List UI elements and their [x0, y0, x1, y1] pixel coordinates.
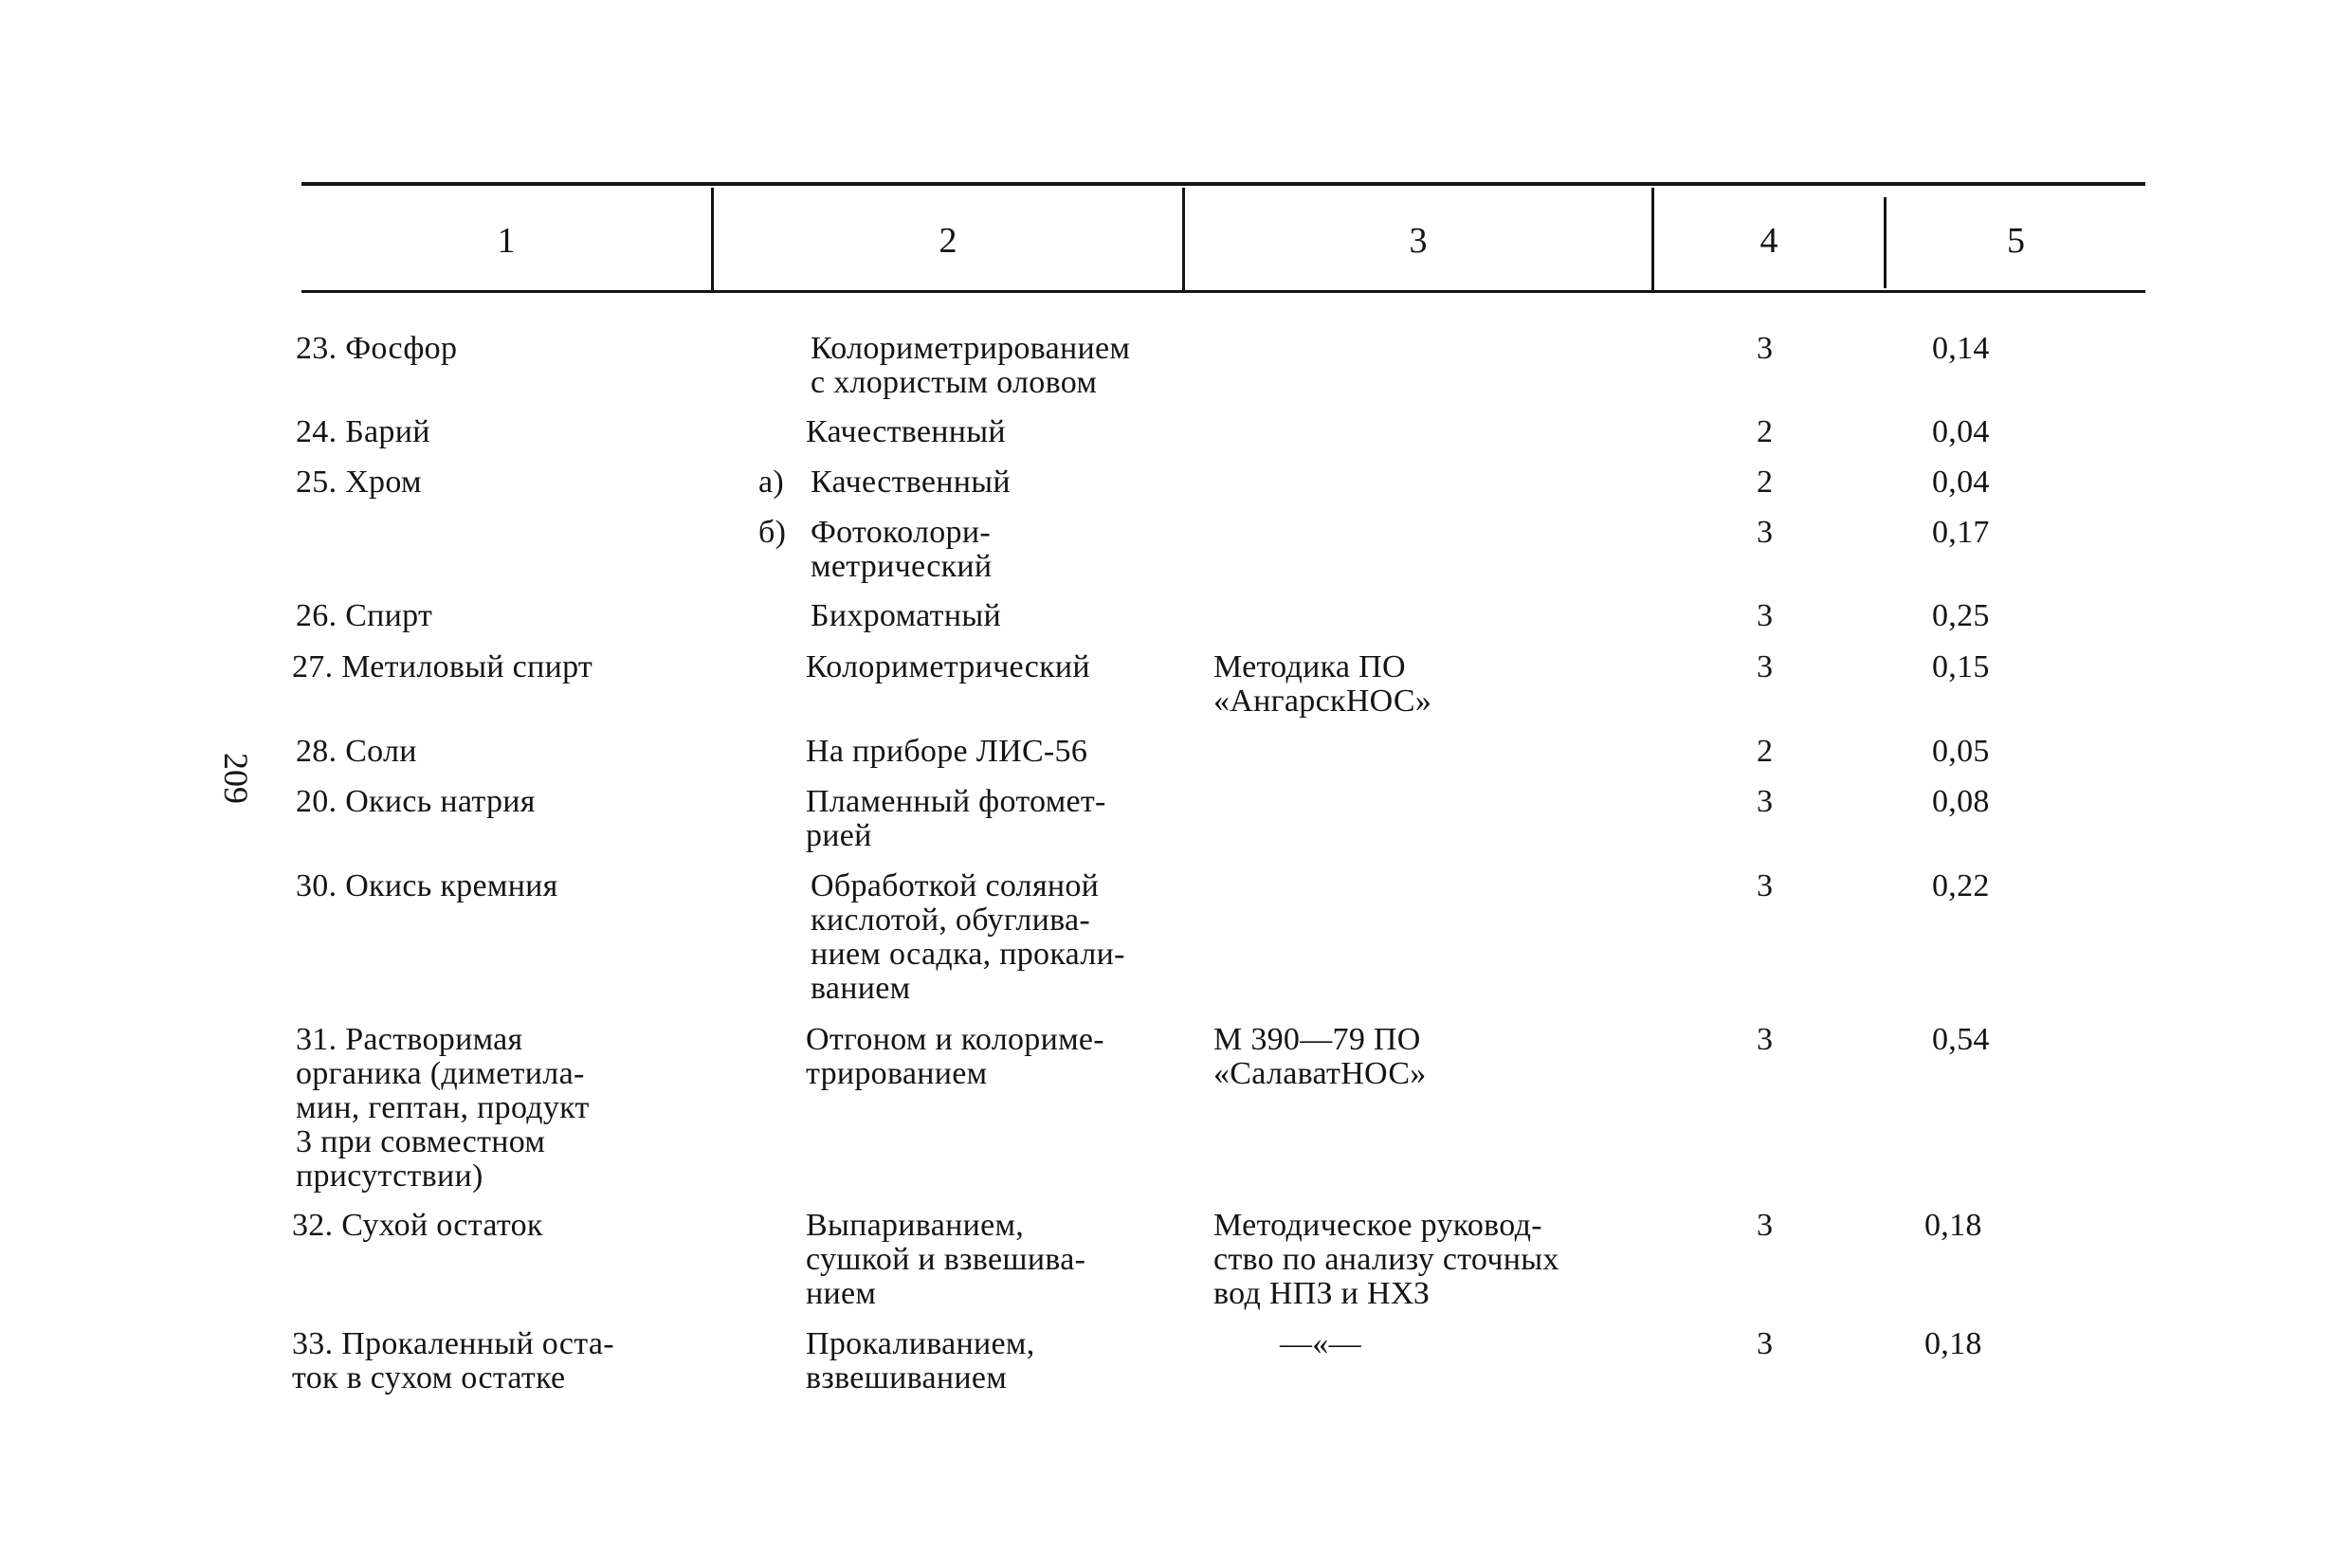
row-33-col5: 0,18 — [1924, 1326, 1982, 1361]
row-25a-method: Качественный — [811, 465, 1011, 500]
row-29-indicator: 20. Окись натрия — [296, 784, 536, 819]
row-25b-col4: 3 — [1757, 515, 1774, 550]
row-29-col5: 0,08 — [1932, 784, 1990, 819]
row-25a-prefix: а) — [758, 465, 785, 500]
row-28-indicator: 28. Соли — [296, 734, 417, 769]
row-25-indicator: 25. Хром — [296, 465, 422, 500]
row-33-method: Прокаливанием, взвешиванием — [806, 1326, 1035, 1395]
row-30-col5: 0,22 — [1932, 868, 1990, 903]
table-top-rule — [301, 182, 2145, 186]
row-33-indicator: 33. Прокаленный оста- ток в сухом остатке — [292, 1326, 614, 1395]
row-32-col5: 0,18 — [1924, 1208, 1982, 1243]
column-header-4: 4 — [1759, 221, 1778, 261]
row-32-col4: 3 — [1757, 1208, 1774, 1243]
row-23-indicator: 23. Фосфор — [296, 331, 458, 366]
column-header-2: 2 — [939, 221, 957, 261]
row-30-indicator: 30. Окись кремния — [296, 868, 558, 903]
row-30-col4: 3 — [1757, 868, 1774, 903]
row-25a-col5: 0,04 — [1932, 465, 1990, 500]
row-27-col5: 0,15 — [1932, 649, 1990, 684]
row-25b-prefix: б) — [758, 515, 787, 550]
row-27-col4: 3 — [1757, 649, 1774, 684]
row-32-indicator: 32. Сухой остаток — [292, 1208, 543, 1243]
row-29-method: Пламенный фотомет- рией — [806, 784, 1106, 853]
row-28-col4: 2 — [1757, 734, 1774, 769]
row-31-col5: 0,54 — [1932, 1022, 1990, 1057]
row-30-method: Обработкой соляной кислотой, обуглива- нием осадка, прокали- ванием — [811, 868, 1125, 1006]
row-31-method: Отгоном и колориме- трированием — [806, 1022, 1104, 1091]
row-24-col5: 0,04 — [1932, 414, 1990, 449]
row-29-col4: 3 — [1757, 784, 1774, 819]
row-28-method: На приборе ЛИС-56 — [806, 734, 1088, 769]
row-33-source: —«— — [1280, 1326, 1361, 1361]
row-23-col5: 0,14 — [1932, 331, 1990, 366]
row-31-source: М 390—79 ПО «СалаватНОС» — [1213, 1022, 1427, 1091]
row-24-method: Качественный — [806, 414, 1006, 449]
row-26-col4: 3 — [1757, 598, 1774, 633]
column-header-5: 5 — [2007, 221, 2025, 261]
row-24-indicator: 24. Барий — [296, 414, 430, 449]
row-24-col4: 2 — [1757, 414, 1774, 449]
row-26-indicator: 26. Спирт — [296, 598, 433, 633]
row-25a-col4: 2 — [1757, 465, 1774, 500]
page-number: 209 — [217, 753, 255, 804]
table-header-bottom-rule — [301, 290, 2145, 293]
row-23-col4: 3 — [1757, 331, 1774, 366]
row-27-source: Методика ПО «АнгарскНОС» — [1213, 649, 1432, 719]
row-31-indicator: 31. Растворимая органика (диметила- мин, гептан, продукт 3 при совместном присутствии) — [296, 1022, 590, 1194]
row-26-col5: 0,25 — [1932, 598, 1990, 633]
row-26-method: Бихроматный — [811, 598, 1001, 633]
column-header-3: 3 — [1409, 221, 1428, 261]
column-header-1: 1 — [497, 221, 516, 261]
row-32-method: Выпариванием, сушкой и взвешива- нием — [806, 1208, 1086, 1311]
row-33-col4: 3 — [1757, 1326, 1774, 1361]
row-31-col4: 3 — [1757, 1022, 1774, 1057]
row-23-method: Колориметрированием с хлористым оловом — [811, 331, 1131, 400]
row-27-method: Колориметрический — [806, 649, 1090, 684]
row-27-indicator: 27. Метиловый спирт — [292, 649, 593, 684]
row-25b-method: Фотоколори- метрический — [811, 515, 993, 584]
row-25b-col5: 0,17 — [1932, 515, 1990, 550]
row-32-source: Методическое руковод- ство по анализу сточных вод НПЗ и НХЗ — [1213, 1208, 1559, 1311]
row-28-col5: 0,05 — [1932, 734, 1990, 769]
